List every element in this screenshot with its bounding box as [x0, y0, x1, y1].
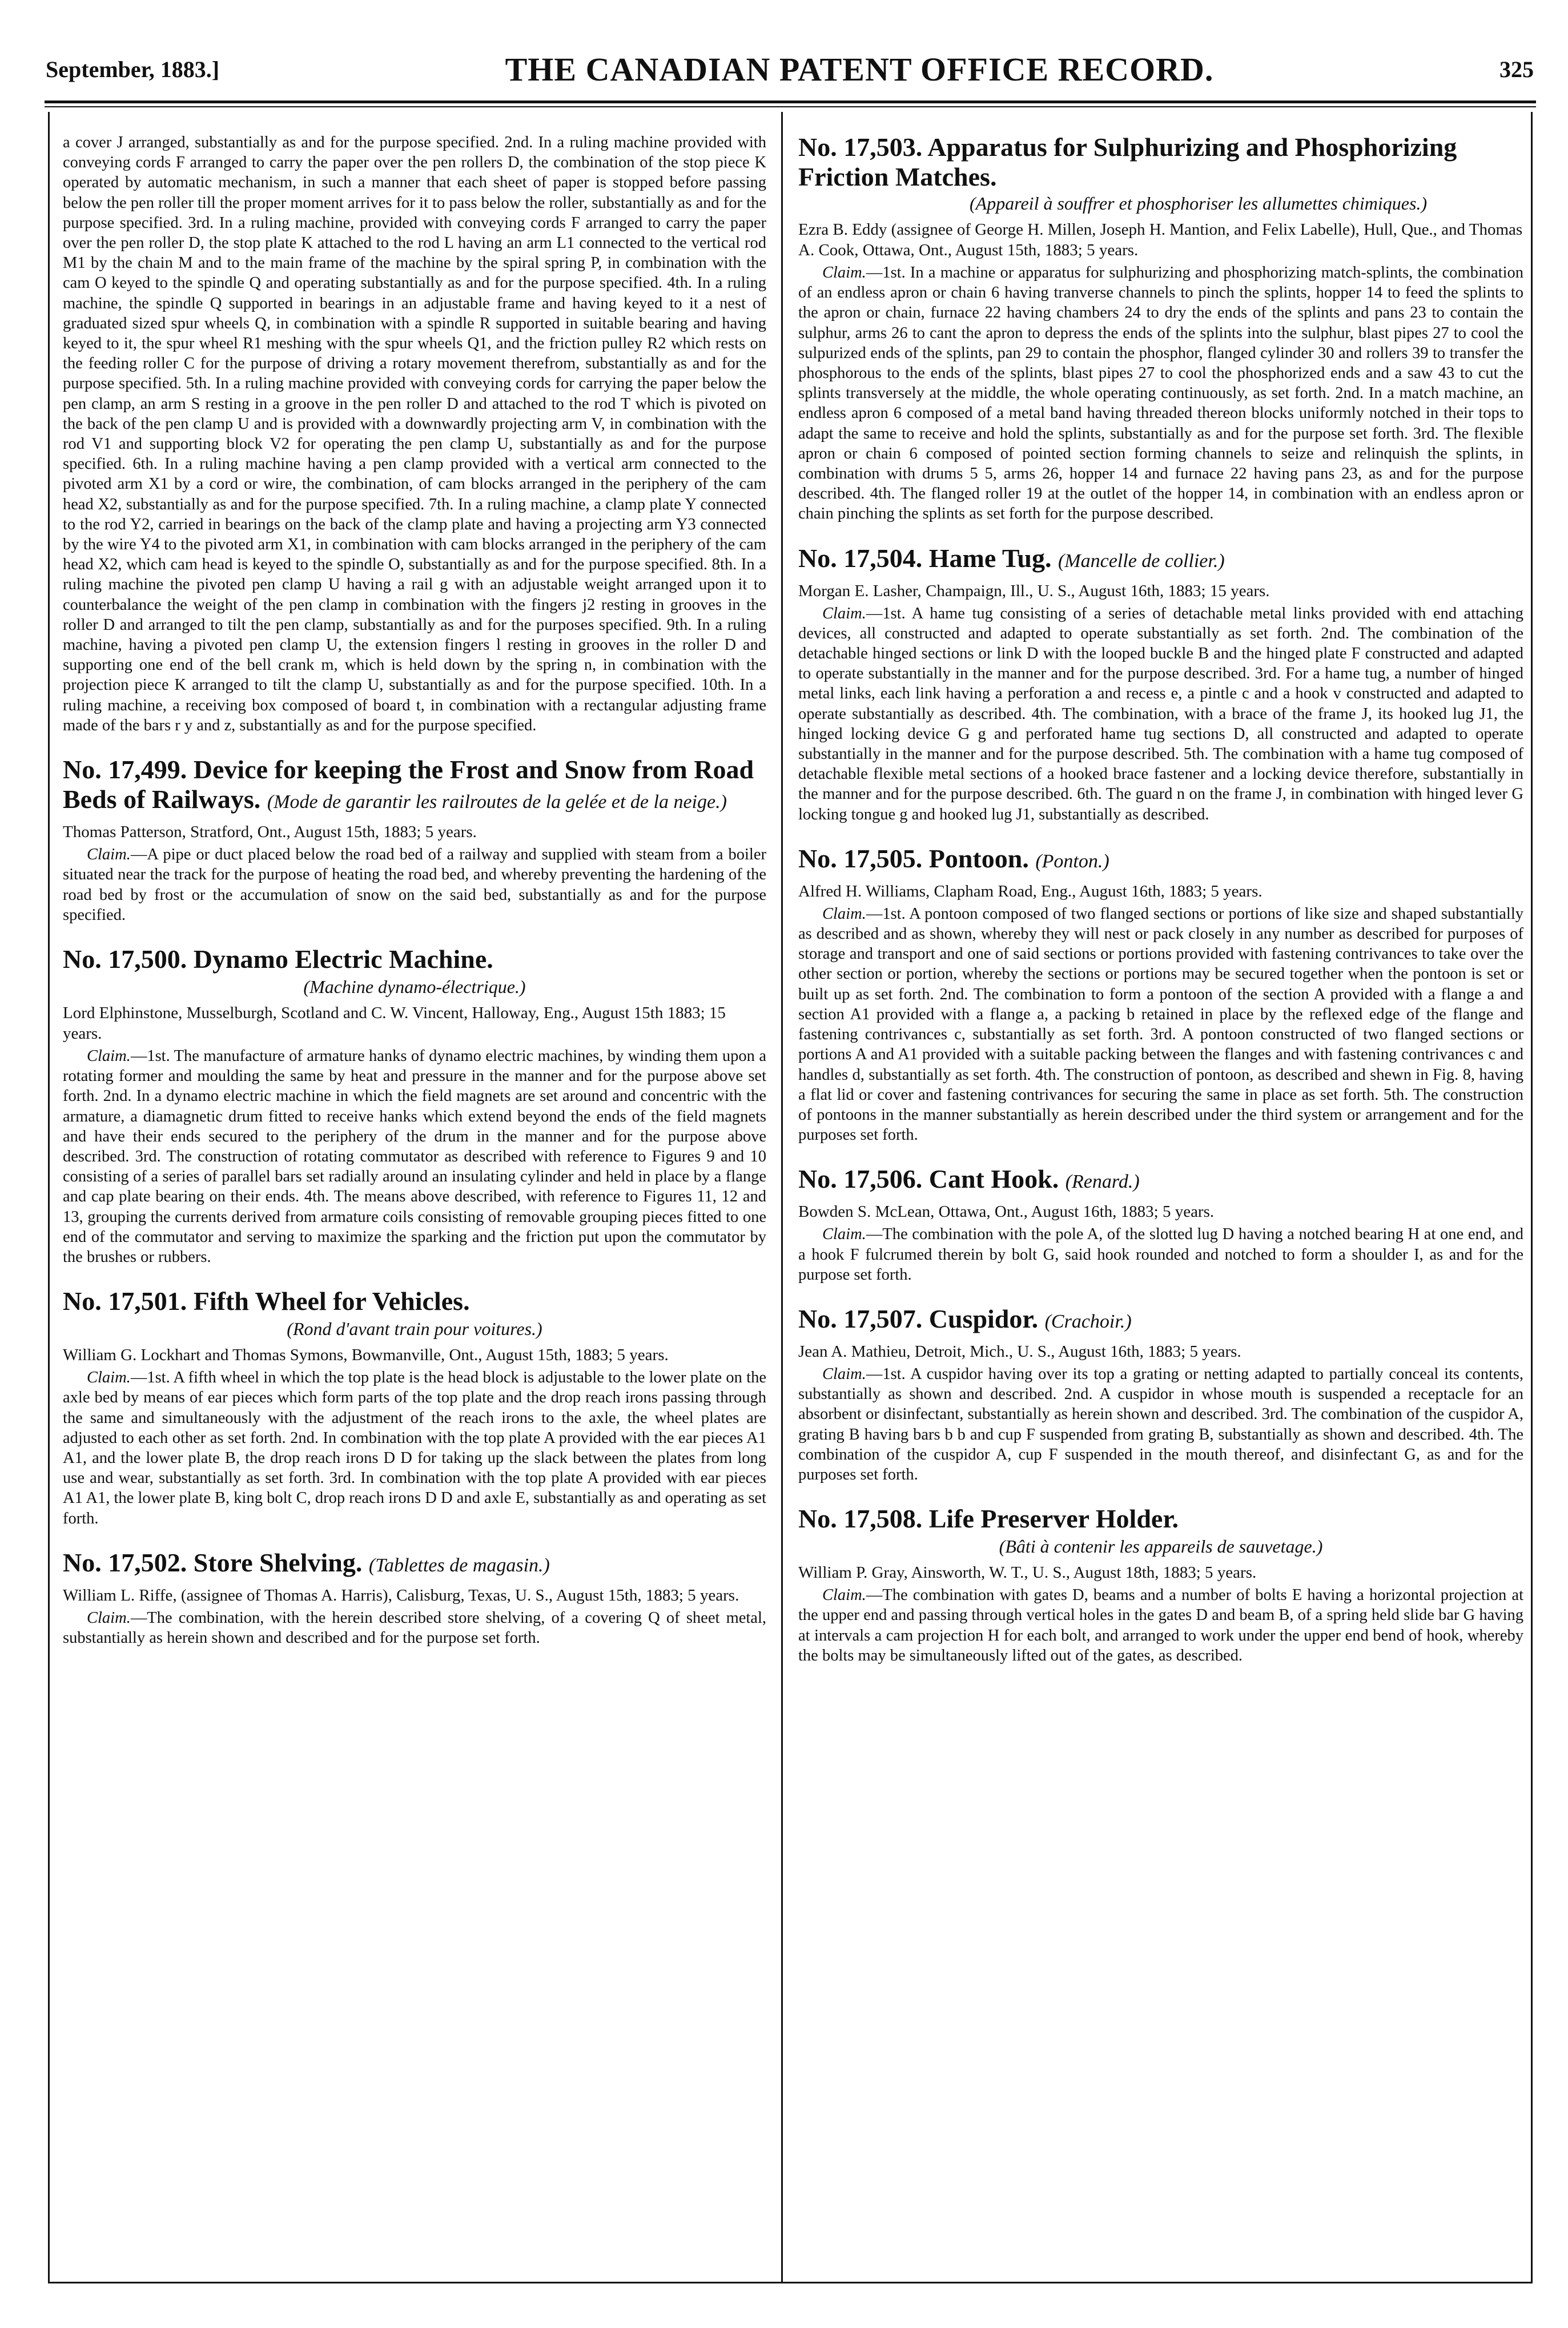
claim-label: Claim.	[87, 1047, 131, 1065]
claim-label: Claim.	[822, 264, 866, 282]
patent-entry-17506	[798, 1164, 1523, 1285]
claim-text: —1st. A pontoon composed of two flanged sections or portions of like size and shaped substantially as described and as shown, whereby they will nest or pack closely in any number as described for purposes of storage and transport and one of said sections or portions provided with fastening contrivances to take over the other section or portion, whereby the sections or portions may be secured together when the pontoon is set or built up as set forth. 2nd. The combination to form a pontoon of the section A provided with a flange a and section A1 provided with a flange a, a packing b retained in place by the reflexed edge of the flange and fastening contrivances c, substantially as set forth. 3rd. A pontoon constructed of two flanged sections or portions A and A1 provided with a suitable packing between the flanges and with fastening contrivances c and handles d, substantially as set forth. 4th. The construction of pontoon, as described and shewn in Fig. 8, having a flat lid or cover and fastening contrivances for securing the same in place as set forth. 5th. The construction of pontoons in the manner substantially as herein described under the third system or arrangement and for the purposes set forth.	[798, 904, 1523, 1144]
claim-text: —The combination with gates D, beams and a number of bolts E having a horizontal projection at the upper end and passing through vertical holes in the gates D and beam B, of a spring held slide bar G having at intervals a cam projection H for each bolt, and arranged to work under the upper end bend of hook, whereby the bolts may be simultaneously lifted out of the gates, as described.	[798, 1586, 1523, 1664]
patent-claim	[63, 1368, 766, 1529]
patent-french-title: (Appareil à souffrer et phosphoriser les allumettes chimiques.)	[970, 193, 1428, 214]
patent-title: Hame Tug.	[928, 543, 1052, 573]
patent-applicant: Bowden S. McLean, Ottawa, Ont., August 16th, 1883; 5 years.	[798, 1203, 1215, 1221]
claim-label: Claim.	[822, 604, 866, 622]
claim-text: —1st. In a machine or apparatus for sulphurizing and phosphorizing match-splints, the combination of an endless apron or chain 6 having tranverse channels to pinch the splints, hopper 14 to feed the splints to the apron or chain, furnace 22 having chambers 24 to dry the ends of the splints and pans 23 to contain the sulphur, arms 26 to cant the apron to depress the ends of the splints into the sulphur, blast pipes 27 to cool the sulpurized ends of the splints, pan 29 to contain the phosphor, flanged cylinder 30 and rollers 39 to transfer the phosphorous to the ends of the splints, blast pipes 27 to cool the phosphorized ends and a saw 43 to cut the splints transversely at the middle, the whole operating continuously, as set forth. 2nd. In a match machine, an endless apron 6 composed of a metal band having threaded thereon blocks uniformly notched in their tops to adapt the same to receive and hold the splints, substantially as and for the purpose set forth. 3rd. The flexible apron or chain 6 composed of pointed section forming channels to seize and relinquish the splints, in combination with drums 5 5, arms 26, hopper 14 and furnace 22 having pans 23, as and for the purpose described. 4th. The flanged roller 19 at the outlet of the hopper 14, in combination with an endless apron or chain pinching the splints as set forth for the purpose described.	[798, 264, 1523, 523]
continued-claims-text: a cover J arranged, substantially as and for the purpose specified. 2nd. In a ruling machine provided with conveying cords F arranged to carry the paper over the pen rollers D, the combination of the stop piece K operated by automatic mechanism, in such a manner that each sheet of paper is stopped before passing below the pen roller till the proper moment arrives for it to pass below the roller, substantially as and for the purpose specified. 3rd. In a ruling machine, provided with conveying cords F arranged to carry the paper over the pen roller D, the stop plate K attached to the rod L having an arm L1 connected to the vertical rod M1 by the chain M and to the main frame of the machine by the spiral spring P, in combination with the cam O keyed to the spindle Q and operating substantially as and for the purpose specified. 4th. In a ruling machine, the spindle Q supported in bearings in an adjustable frame and having keyed to it a nest of graduated sized spur wheels Q, in combination with a spindle R supported in suitable bearing and having keyed to it, the spur wheel R1 meshing with the spur wheels Q1, and the friction pulley R2 which rests on the feeding roller C for the purpose of driving a rotary movement therefrom, substantially as and for the purpose specified. 5th. In a ruling machine provided with conveying cords for carrying the paper below the pen clamp, an arm S resting in a groove in the pen roller D and attached to the rod T which is pivoted on the back of the pen clamp U and is provided with a downwardly projecting arm V, in combination with the rod V1 and supporting block V2 for operating the pen clamp U, substantially as and for the purpose specified. 6th. In a ruling machine having a pen clamp provided with a vertical arm connected to the pivoted arm X1 by a cord or wire, the combination, of cam blocks arranged in the periphery of the cam head X2, substantially as and for the purpose specified. 7th. In a ruling machine, a clamp plate Y connected to the rod Y2, carried in bearings on the back of the clamp plate and having a projecting arm Y3 connected by the wire Y4 to the pivoted arm X1, in combination with cam blocks arranged in the periphery of the cam head X2, which cam head is keyed to the spindle O, substantially as and for the purpose specified. 8th. In a ruling machine the pivoted pen clamp U having a rail g with an adjustable weight arranged upon it to counterbalance the weight of the pen clamp in combination with the fingers j2 resting in grooves in the roller D and arranged to tilt the pen clamp, substantially as and for the purposes specified. 9th. In a ruling machine, having a pivoted pen clamp U, the extension fingers l resting in grooves in the roller D and supporting one end of the bell crank m, which is held down by the spring n, in combination with the projection piece K arranged to tilt the clamp U, substantially as and for the purpose specified. 10th. In a ruling machine, a receiving box composed of board t, in combination with a rectangular adjusting frame made of the bars r y and z, substantially as and for the purpose specified.	[63, 134, 766, 734]
patent-french-title: (Machine dynamo-électrique.)	[303, 976, 526, 997]
patent-number: No. 17,504.	[798, 543, 923, 573]
patent-number: No. 17,503.	[798, 132, 923, 162]
patent-entry-17499	[63, 755, 766, 925]
patent-entry-17502	[63, 1548, 766, 1648]
claim-text: —The combination, with the herein described store shelving, of a covering Q of sheet metal, substantially as herein shown and described and for the purpose set forth.	[63, 1609, 766, 1647]
patent-applicant: William P. Gray, Ainsworth, W. T., U. S., August 18th, 1883; 5 years.	[798, 1563, 1257, 1582]
claim-label: Claim.	[822, 1225, 866, 1244]
header-rule-thin	[45, 106, 1536, 107]
patent-number: No. 17,500.	[63, 944, 187, 974]
patent-entry-17504	[798, 544, 1523, 825]
patent-title: Life Preserver Holder.	[928, 1504, 1179, 1534]
patent-heading	[63, 944, 766, 974]
claim-text: —A pipe or duct placed below the road bed of a railway and supplied with steam from a boiler situated near the track for the purpose of heating the road bed, and whereby preventing the hardening of the road bed by frost or the accumulation of snow on the said bed, substantially as and for the purpose specified.	[63, 846, 766, 924]
patent-french-title: (Ponton.)	[1035, 850, 1109, 872]
patent-applicant: Alfred H. Williams, Clapham Road, Eng., August 16th, 1883; 5 years.	[798, 882, 1263, 900]
patent-entry-17501	[63, 1286, 766, 1529]
left-column	[63, 132, 766, 2268]
patent-entry-17500	[63, 944, 766, 1267]
running-head	[46, 49, 1534, 89]
patent-applicant: Lord Elphinstone, Musselburgh, Scotland and C. W. Vincent, Halloway, Eng., August 15th 1883; 15 years.	[63, 1003, 726, 1043]
claim-text: —1st. A hame tug consisting of a series of detachable metal links provided with end attaching devices, all constructed and adapted to operate substantially as set forth. 2nd. The combination of the detachable hinged sections or link D with the looped buckle B and the hinged plate F constructed and adapted to operate substantially in the manner and for the purpose described. 3rd. For a hame tug, a number of hinged metal links, each link having a perforation a and recess e, a pintle c and a hook v constructed and adapted to operate substantially as described. 4th. The combination, with a brace of the frame J, its hooked lug J1, the hinged locking device G g and perforated hame tug sections D, all constructed and adapted to operate substantially in the manner and for the purpose described. 5th. The combination with a hame tug composed of detachable flexible metal sections of a hooked brace fastener and a locking device therefore, substantially in the manner and for the purpose described. 6th. The guard n on the frame J, in combination with hinged lever G locking tongue g and hooked lug J1, substantially as described.	[798, 604, 1523, 823]
patent-number: No. 17,501.	[63, 1286, 187, 1316]
patent-heading	[798, 1304, 1523, 1337]
patent-number: No. 17,508.	[798, 1504, 923, 1534]
patent-applicant: Jean A. Mathieu, Detroit, Mich., U. S., August 16th, 1883; 5 years.	[798, 1342, 1241, 1361]
publication-title: THE CANADIAN PATENT OFFICE RECORD.	[505, 50, 1214, 88]
patent-claim	[798, 904, 1523, 1145]
patent-number: No. 17,502.	[63, 1547, 187, 1577]
patent-title: Cuspidor.	[928, 1304, 1039, 1333]
patent-applicant: Thomas Patterson, Stratford, Ont., August 15th, 1883; 5 years.	[63, 823, 477, 842]
patent-french-title: (Tablettes de magasin.)	[368, 1554, 550, 1576]
patent-number: No. 17,507.	[798, 1304, 923, 1333]
patent-applicant: William L. Riffe, (assignee of Thomas A. Harris), Calisburg, Texas, U. S., August 15th, 1883; 5 years.	[63, 1586, 739, 1605]
patent-entry-17503	[798, 132, 1523, 524]
patent-heading	[798, 132, 1523, 192]
patent-title: Fifth Wheel for Vehicles.	[193, 1286, 470, 1316]
claim-label: Claim.	[87, 846, 131, 864]
patent-heading	[798, 1164, 1523, 1197]
patent-entry-17507	[798, 1304, 1523, 1485]
page-number: 325	[1499, 56, 1534, 82]
patent-applicant: Morgan E. Lasher, Champaign, Ill., U. S., August 16th, 1883; 15 years.	[798, 581, 1270, 600]
patent-heading	[798, 1504, 1523, 1534]
claim-label: Claim.	[87, 1369, 131, 1387]
patent-title: Apparatus for Sulphurizing and Phosphorizing Friction Matches.	[798, 132, 1457, 191]
claim-label: Claim.	[822, 904, 866, 923]
patent-entry-continued	[63, 132, 766, 735]
patent-claim	[798, 1585, 1523, 1666]
patent-applicant: William G. Lockhart and Thomas Symons, Bowmanville, Ont., August 15th, 1883; 5 years.	[63, 1346, 669, 1365]
patent-entry-17505	[798, 844, 1523, 1145]
patent-french-title: (Bâti à contenir les appareils de sauvetage.)	[999, 1536, 1323, 1557]
patent-heading	[63, 1286, 766, 1316]
claim-label: Claim.	[87, 1609, 131, 1627]
patent-heading	[798, 544, 1523, 576]
claim-text: —1st. A cuspidor having over its top a grating or netting adapted to partially conceal its contents, substantially as shown and described. 2nd. A cuspidor in whose mouth is suspended a receptacle for an absorbent or disinfectant, substantially as herein shown and described. 3rd. The combination of the cuspidor A, grating B having bars b b and cup F suspended from grating B, substantially as shown and described. 4th. The combination of the cuspidor A, cup F suspended in the mouth thereof, and disinfectant G, as and for the purposes set forth.	[798, 1365, 1523, 1483]
patent-claim	[798, 263, 1523, 524]
patent-title: Cant Hook.	[928, 1164, 1059, 1194]
patent-entry-17508	[798, 1504, 1523, 1666]
patent-heading	[63, 1548, 766, 1581]
patent-claim	[63, 845, 766, 925]
patent-applicant: Ezra B. Eddy (assignee of George H. Millen, Joseph H. Mantion, and Felix Labelle), Hull, Que., and Thomas A. Cook, Ottawa, Ont., August 15th, 1883; 5 years.	[798, 220, 1523, 259]
patent-number: No. 17,499.	[63, 755, 187, 785]
issue-date: September, 1883.]	[46, 56, 220, 82]
patent-french-title: (Mode de garantir les railroutes de la gelée et de la neige.)	[267, 791, 727, 813]
header-rule	[45, 100, 1536, 103]
patent-french-title: (Crachoir.)	[1044, 1310, 1132, 1332]
claim-text: —1st. The manufacture of armature hanks of dynamo electric machines, by winding them upon a rotating former and moulding the same by heat and pressure in the manner and for the purpose above set forth. 2nd. In a dynamo electric machine in which the field magnets are set around and concentric with the armature, a diamagnetic drum fitted to receive hanks which extend beyond the ends of the field magnets and have their ends secured to the periphery of the drum in the manner and for the purpose above described. 3rd. The construction of rotating commutator as described with reference to Figures 9 and 10 consisting of a series of parallel bars set radially around an insulating cylinder and held in place by a flange and cap plate bearing on their ends. 4th. The means above described, with reference to Figures 11, 12 and 13, grouping the currents derived from armature coils consisting of removable grouping pieces fitted to one end of the commutator and serving to maximize the sparking and the friction put upon the commutator by the brushes or rubbers.	[63, 1047, 766, 1266]
patent-claim	[63, 1046, 766, 1267]
column-divider	[781, 112, 783, 2283]
patent-claim	[798, 1364, 1523, 1485]
patent-french-title: (Renard.)	[1065, 1171, 1140, 1193]
patent-claim	[798, 604, 1523, 825]
right-column	[798, 132, 1523, 2268]
patent-number: No. 17,505.	[798, 843, 923, 873]
patent-heading	[798, 844, 1523, 876]
patent-number: No. 17,506.	[798, 1164, 923, 1194]
claim-text: —The combination with the pole A, of the slotted lug D having a notched bearing H at one end, and a hook F fulcrumed therein by bolt G, said hook rounded and notched to form a shoulder I, as and for the purpose set forth.	[798, 1225, 1523, 1284]
patent-title: Store Shelving.	[193, 1547, 363, 1577]
patent-french-title: (Mancelle de collier.)	[1058, 550, 1225, 572]
patent-claim	[798, 1224, 1523, 1285]
patent-title: Dynamo Electric Machine.	[193, 944, 493, 974]
patent-french-title: (Rond d'avant train pour voitures.)	[287, 1318, 542, 1340]
patent-title: Device for keeping the Frost and Snow from Road Beds of Railways.	[63, 755, 754, 814]
patent-title: Pontoon.	[928, 843, 1029, 873]
claim-text: —1st. A fifth wheel in which the top plate is the head block is adjustable to the lower plate on the axle bed by means of ear pieces which form parts of the top plate and the drop reach irons passing through the same and simultaneously with the adjustment of the reach irons to the axle, the wheel plates are adjusted to each other as set forth. 2nd. In combination with the top plate A provided with the ear pieces A1 A1, and the lower plate B, the drop reach irons D D for taking up the slack between the plates from long use and wear, substantially as set forth. 3rd. In combination with the top plate A provided with ear pieces A1 A1, the lower plate B, king bolt C, drop reach irons D D and axle E, substantially as and operating as set forth.	[63, 1369, 766, 1527]
claim-label: Claim.	[822, 1586, 866, 1605]
claim-label: Claim.	[822, 1365, 866, 1383]
patent-claim	[63, 1608, 766, 1648]
patent-heading	[63, 755, 766, 817]
